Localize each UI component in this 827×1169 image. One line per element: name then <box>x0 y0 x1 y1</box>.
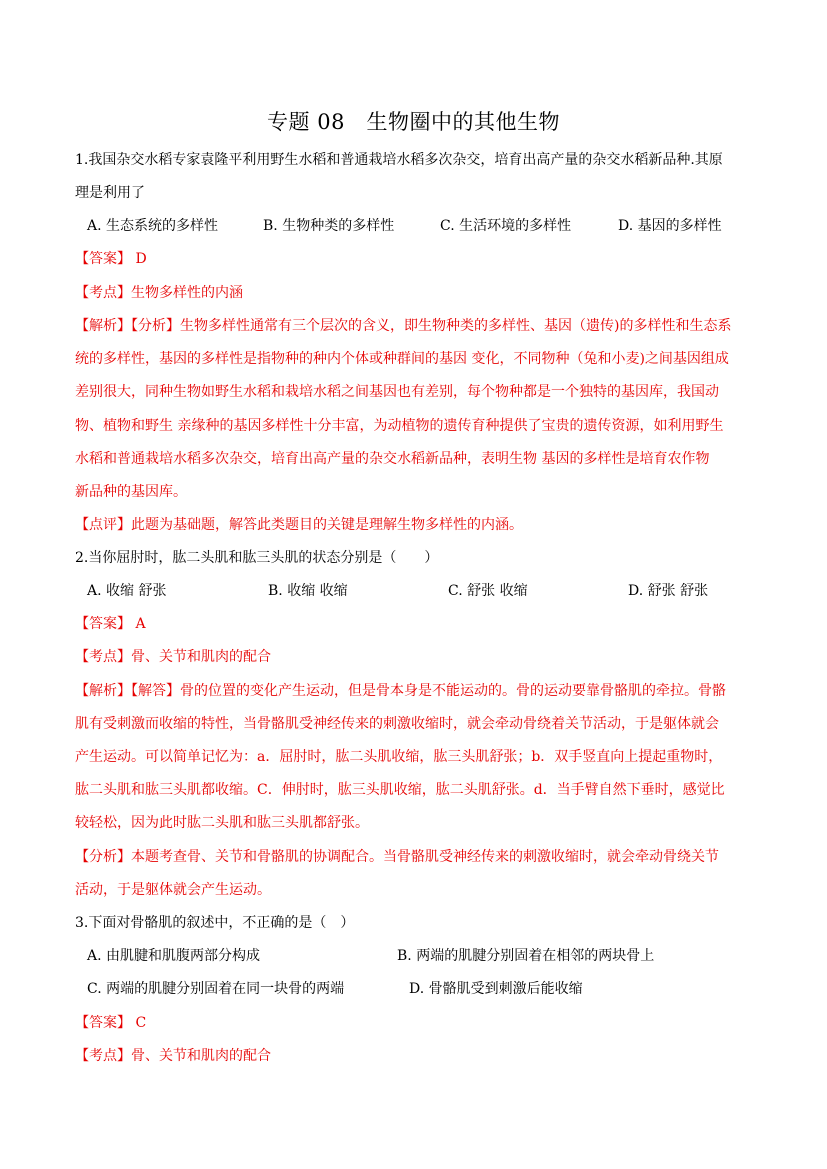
q2-analysis-line-3: 产生运动。可以简单记忆为：a．屈肘时，肱二头肌收缩，肱三头肌舒张；b．双手竖直向上提起重物时， <box>75 749 723 765</box>
q1-stem-line-1: 1.我国杂交水稻专家袁隆平利用野生水稻和普通栽培水稻多次杂交，培育出高产量的杂交水稻新品种.其原 <box>75 152 723 168</box>
q1-analysis-line-5: 水稻和普通栽培水稻多次杂交，培育出高产量的杂交水稻新品种，表明生物 基因的多样性是培育农作物 <box>75 451 710 467</box>
q2-analysis-line-4: 肱二头肌和肱三头肌都收缩。C．伸肘时，肱三头肌收缩，肱二头肌舒张。d．当手臂自然下垂时，感觉比 <box>75 782 725 798</box>
q1-analysis-line-6: 新品种的基因库。 <box>75 484 187 500</box>
q2-option-d: D. 舒张 舒张 <box>628 583 709 599</box>
q2-analysis2-line-1: 【分析】本题考查骨、关节和骨骼肌的协调配合。当骨骼肌受神经传来的刺激收缩时，就会牵动骨绕关节 <box>75 849 719 865</box>
q3-option-c: C. 两端的肌腱分别固着在同一块骨的两端 <box>87 981 345 997</box>
q1-option-d: D. 基因的多样性 <box>618 218 722 234</box>
q2-analysis2-line-2: 活动，于是躯体就会产生运动。 <box>75 882 271 898</box>
q1-analysis-line-4: 物、植物和野生 亲缘种的基因多样性十分丰富，为动植物的遗传育种提供了宝贵的遗传资源，如利用野生 <box>75 418 724 434</box>
q2-analysis-line-1: 【解析】【解答】骨的位置的变化产生运动，但是骨本身是不能运动的。骨的运动要靠骨骼肌的牵拉。骨骼 <box>75 683 726 699</box>
q2-analysis-line-2: 肌有受刺激而收缩的特性，当骨骼肌受神经传来的刺激收缩时，就会牵动骨绕着关节活动，于是躯体就会 <box>75 716 719 732</box>
q1-stem-line-2: 理是利用了 <box>75 185 145 201</box>
q2-option-a: A. 收缩 舒张 <box>87 583 167 599</box>
q3-point: 【考点】骨、关节和肌肉的配合 <box>75 1048 271 1064</box>
q3-answer: 【答案】 C <box>75 1015 147 1031</box>
q1-option-c: C. 生活环境的多样性 <box>440 218 572 234</box>
q2-option-c: C. 舒张 收缩 <box>448 583 528 599</box>
page-title: 专题 08 生物圈中的其他生物 <box>267 110 560 134</box>
q1-comment: 【点评】此题为基础题，解答此类题目的关键是理解生物多样性的内涵。 <box>75 517 523 533</box>
q3-option-b: B. 两端的肌腱分别固着在相邻的两块骨上 <box>397 948 655 964</box>
q3-option-d: D. 骨骼肌受到刺激后能收缩 <box>409 981 583 997</box>
q1-point: 【考点】生物多样性的内涵 <box>75 285 243 301</box>
q2-answer: 【答案】 A <box>75 616 146 632</box>
q1-analysis-line-2: 统的多样性，基因的多样性是指物种的种内个体或种群间的基因 变化，不同物种（兔和小麦)之间基因组成 <box>75 351 729 367</box>
q3-option-a: A. 由肌腱和肌腹两部分构成 <box>87 948 261 964</box>
q2-point: 【考点】骨、关节和肌肉的配合 <box>75 649 271 665</box>
q3-stem: 3.下面对骨骼肌的叙述中，不正确的是（ ） <box>75 915 355 931</box>
q1-option-b: B. 生物种类的多样性 <box>263 218 395 234</box>
q2-option-b: B. 收缩 收缩 <box>268 583 348 599</box>
q1-answer: 【答案】 D <box>75 251 147 267</box>
q1-analysis-line-1: 【解析】【分析】生物多样性通常有三个层次的含义，即生物种类的多样性、基因（遗传)的多样性和生态系 <box>75 318 732 334</box>
q2-analysis-line-5: 较轻松，因为此时肱二头肌和肱三头肌都舒张。 <box>75 815 369 831</box>
q2-stem: 2.当你屈肘时，肱二头肌和肱三头肌的状态分别是（ ） <box>75 550 439 566</box>
q1-option-a: A. 生态系统的多样性 <box>87 218 219 234</box>
q1-analysis-line-3: 差别很大，同种生物如野生水稻和栽培水稻之间基因也有差别，每个物种都是一个独特的基因库，我国动 <box>75 384 719 400</box>
